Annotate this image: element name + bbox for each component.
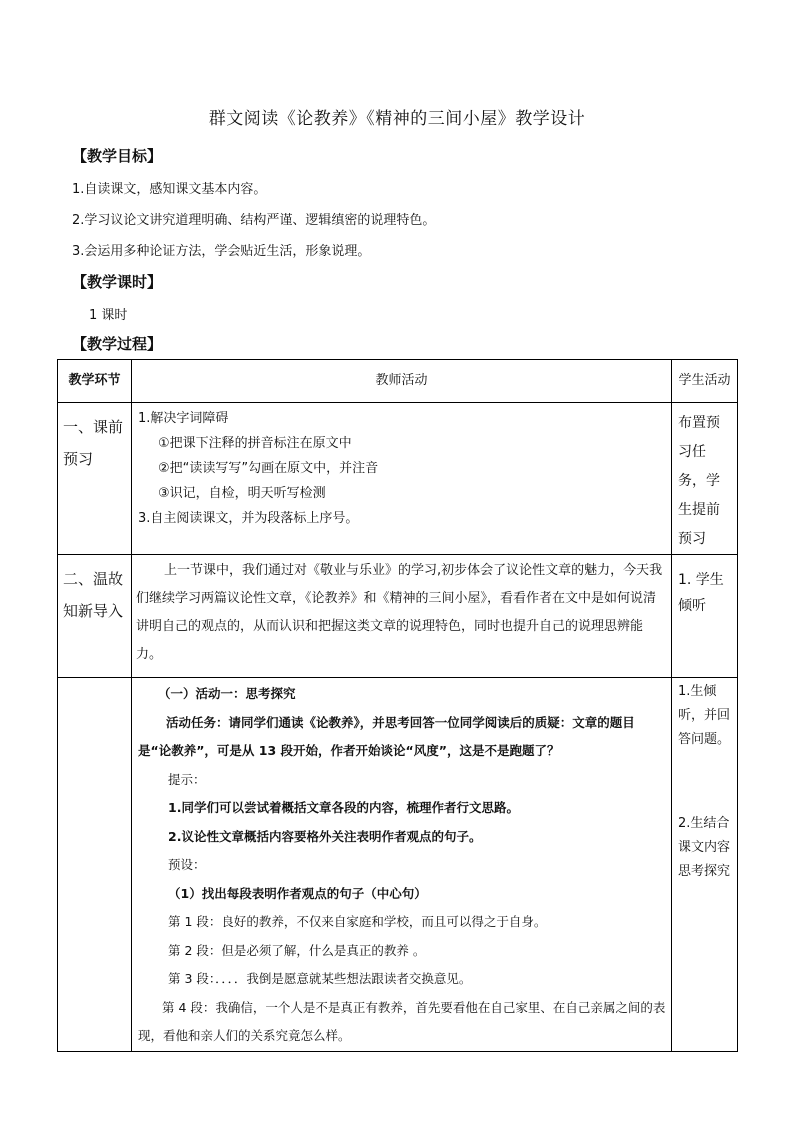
teacher-line: 2.议论性文章概括内容要格外关注表明作者观点的句子。 (168, 828, 482, 844)
teacher-line: ③识记，自检，明天听写检测 (158, 486, 326, 501)
teacher-line: 提示： (168, 771, 206, 787)
objective-3: 3.会运用多种论证方法，学会贴近生活，形象说理。 (72, 244, 371, 259)
lesson-hours: 1 课时 (89, 308, 128, 323)
student-cell: 1. 学生倾听 (672, 555, 738, 678)
teacher-line: 1.同学们可以尝试着概括文章各段的内容，梳理作者行文思路。 (168, 800, 519, 815)
stage-cell-empty (58, 678, 132, 1052)
student-cell: 布置预习任务，学生提前预习 (672, 403, 738, 555)
teacher-cell (132, 403, 672, 555)
teacher-line: 预设： (168, 857, 206, 872)
table-row-activity (58, 678, 738, 1052)
intro-paragraph: 上一节课中，我们通过对《敬业与乐业》的学习,初步体会了议论性文章的魅力，今天我们继续学习两篇议论性文章，《论教养》和《精神的三间小屋》，看看作者在文中是如何说清讲明自己的观点的，从而认识和把握这类文章的说理特色，同时也提升自己的说理思辨能力。 (136, 563, 663, 662)
teacher-line: 第 3 段：．．．．我倒是愿意就某些想法跟读者交换意见。 (168, 971, 472, 986)
table-header-row (58, 360, 738, 403)
teacher-line: 第 1 段：良好的教养，不仅来自家庭和学校，而且可以得之于自身。 (168, 914, 547, 929)
header-student: 学生活动 (672, 360, 738, 403)
teaching-process-table (57, 359, 738, 1052)
student-note-2: 2.生结合课文内容思考探究 (678, 816, 731, 879)
document-title: 群文阅读《论教养》《精神的三间小屋》教学设计 (208, 109, 586, 129)
section-heading-goals: 【教学目标】 (72, 147, 163, 165)
section-heading-hours: 【教学课时】 (72, 273, 163, 291)
stage-cell: 一、课前预习 (58, 403, 132, 555)
table-row-preview (58, 403, 738, 555)
section-heading-process: 【教学过程】 (72, 335, 163, 353)
table-row-intro (58, 555, 738, 678)
objective-2: 2.学习议论文讲究道理明确、结构严谨、逻辑缜密的说理特色。 (72, 213, 436, 228)
header-teacher: 教师活动 (132, 360, 672, 403)
student-note-1: 1.生倾听，并回答问题。 (678, 684, 731, 747)
teacher-line: 1.解决字词障碍 (138, 411, 229, 426)
teacher-line: 活动任务：请同学们通读《论教养》，并思考回答一位同学阅读后的质疑：文章的题目是“论教养”，可是从 13 段开始，作者开始谈论“风度”，这是不是跑题了？ (138, 714, 635, 758)
teacher-line: （一）活动一：思考探究 (158, 686, 296, 701)
teacher-line: （1）找出每段表明作者观点的句子（中心句） (168, 885, 427, 901)
stage-cell: 二、温故知新导入 (58, 555, 132, 678)
student-cell (672, 678, 738, 1052)
objective-1: 1.自读课文，感知课文基本内容。 (72, 182, 267, 197)
teacher-line: 3.自主阅读课文，并为段落标上序号。 (138, 511, 359, 526)
teacher-line: ②把“读读写写”勾画在原文中，并注音 (158, 461, 379, 476)
teacher-line: 第 4 段：我确信，一个人是不是真正有教养，首先要看他在自己家里、在自己亲属之间的表现，看他和亲人们的关系究竟怎么样。 (138, 999, 666, 1043)
teacher-line: ①把课下注释的拼音标注在原文中 (158, 436, 352, 451)
teacher-cell (132, 555, 672, 678)
teacher-cell (132, 678, 672, 1052)
teacher-line: 第 2 段：但是必须了解，什么是真正的教养 。 (168, 942, 426, 958)
header-stage: 教学环节 (58, 360, 132, 403)
